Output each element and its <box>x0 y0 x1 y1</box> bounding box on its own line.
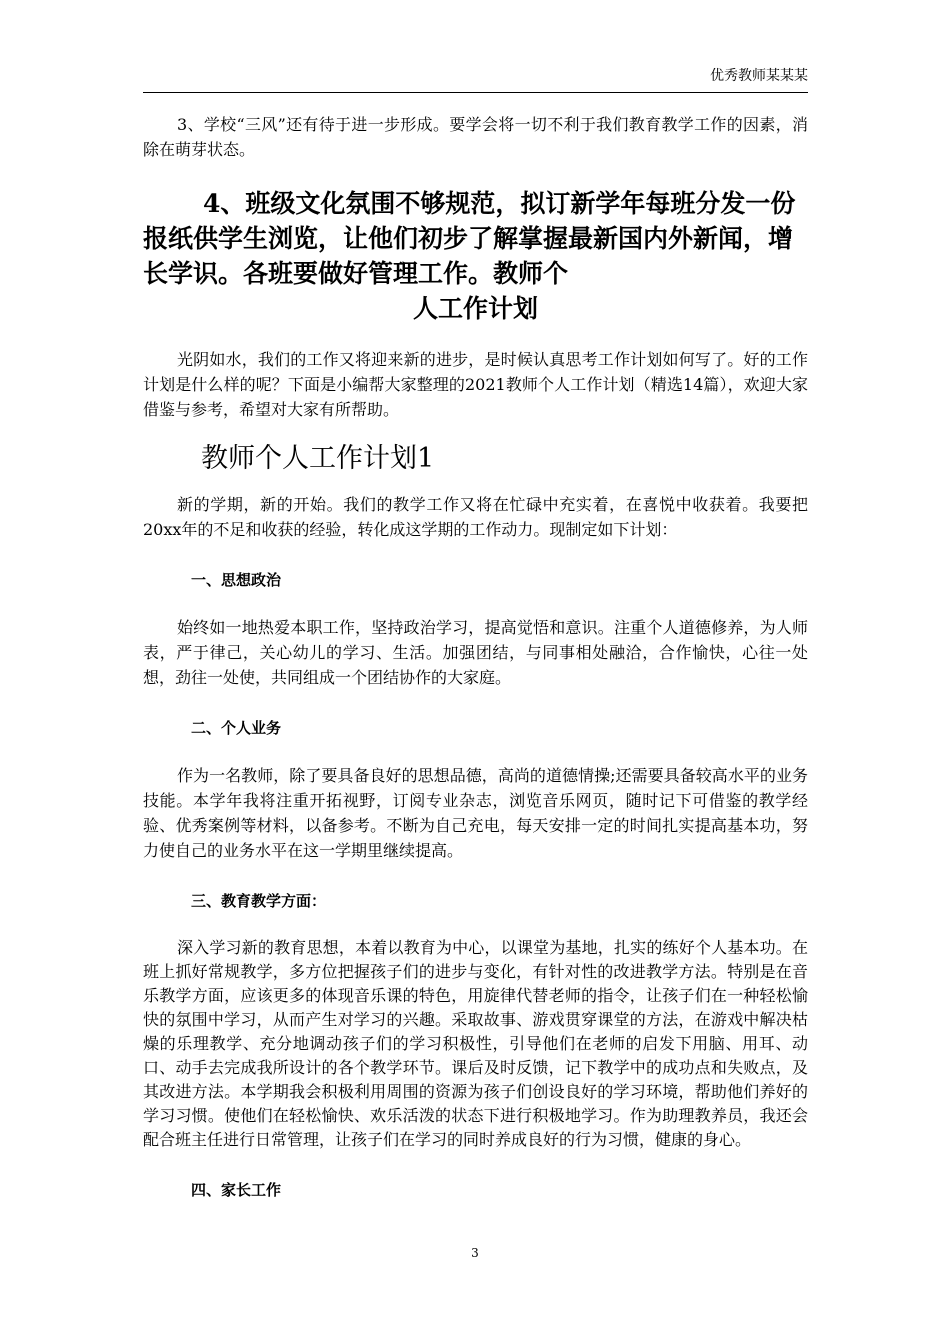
paragraph-opening: 新的学期，新的开始。我们的教学工作又将在忙碌中充实着，在喜悦中收获着。我要把20xx年的不足和收获的经验，转化成这学期的工作动力。现制定如下计划： <box>143 495 808 539</box>
paragraph-school-style: 3、学校“三风”还有待于进一步形成。要学会将一切不利于我们教育教学工作的因素，消除在萌芽状态。 <box>143 115 808 159</box>
document-body <box>143 112 808 1200</box>
subheading-business: 二、个人业务 <box>191 719 282 737</box>
page-header <box>143 66 808 93</box>
page-number: 3 <box>471 1246 479 1260</box>
subheading-politics: 一、思想政治 <box>191 571 282 589</box>
header-text: 优秀教师某某某 <box>710 68 808 84</box>
main-heading <box>143 186 808 326</box>
section-title: 教师个人工作计划1 <box>201 443 435 474</box>
paragraph-business: 作为一名教师，除了要具备良好的思想品德，高尚的道德情操;还需要具备较高水平的业务技能。本学年我将注重开拓视野，订阅专业杂志，浏览音乐网页，随时记下可借鉴的教学经验、优秀案例等材料，以备参考。不断为自己充电，每天安排一定的时间扎实提高基本功，努力使自己的业务水平在这一学期里继续提高。 <box>143 766 808 860</box>
paragraph-intro: 光阴如水，我们的工作又将迎来新的进步，是时候认真思考工作计划如何写了。好的工作计划是什么样的呢？下面是小编帮大家整理的2021教师个人工作计划（精选14篇），欢迎大家借鉴与参考，希望对大家有所帮助。 <box>143 350 808 419</box>
subheading-teaching: 三、教育教学方面： <box>191 892 327 910</box>
main-heading-tail: 人工作计划 <box>412 294 538 323</box>
paragraph-teaching: 深入学习新的教育思想，本着以教育为中心，以课堂为基地，扎实的练好个人基本功。在班上抓好常规教学，多方位把握孩子们的进步与变化，有针对性的改进教学方法。特别是在音乐教学方面，应该更多的体现音乐课的特色，用旋律代替老师的指令，让孩子们在一种轻松愉快的氛围中学习，从而产生对学习的兴趣。采取故事、游戏贯穿课堂的方法，在游戏中解决枯燥的乐理教学、充分地调动孩子们的学习积极性，引导他们在老师的启发下用脑、用耳、动口、动手去完成我所设计的各个教学环节。课后及时反馈，记下教学中的成功点和失败点，及其改进方法。本学期我会积极利用周围的资源为孩子们创设良好的学习环境，帮助他们养好的学习习惯。使他们在轻松愉快、欢乐活泼的状态下进行积极地学习。作为助理教养员，我还会配合班主任进行日常管理，让孩子们在学习的同时养成良好的行为习惯，健康的身心。 <box>143 938 808 1149</box>
subheading-parents: 四、家长工作 <box>191 1181 282 1199</box>
paragraph-politics: 始终如一地热爱本职工作，坚持政治学习，提高觉悟和意识。注重个人道德修养，为人师表，严于律己，关心幼儿的学习、生活。加强团结，与同事相处融洽，合作愉快，心往一处想，劲往一处使，共同组成一个团结协作的大家庭。 <box>143 618 808 687</box>
main-heading-lead: 4、班级文化氛围不够规范，拟订新学年每班分发一份报纸供学生浏览，让他们初步了解掌握最新国内外新闻，增长学识。各班要做好管理工作。教师个 <box>143 189 796 288</box>
